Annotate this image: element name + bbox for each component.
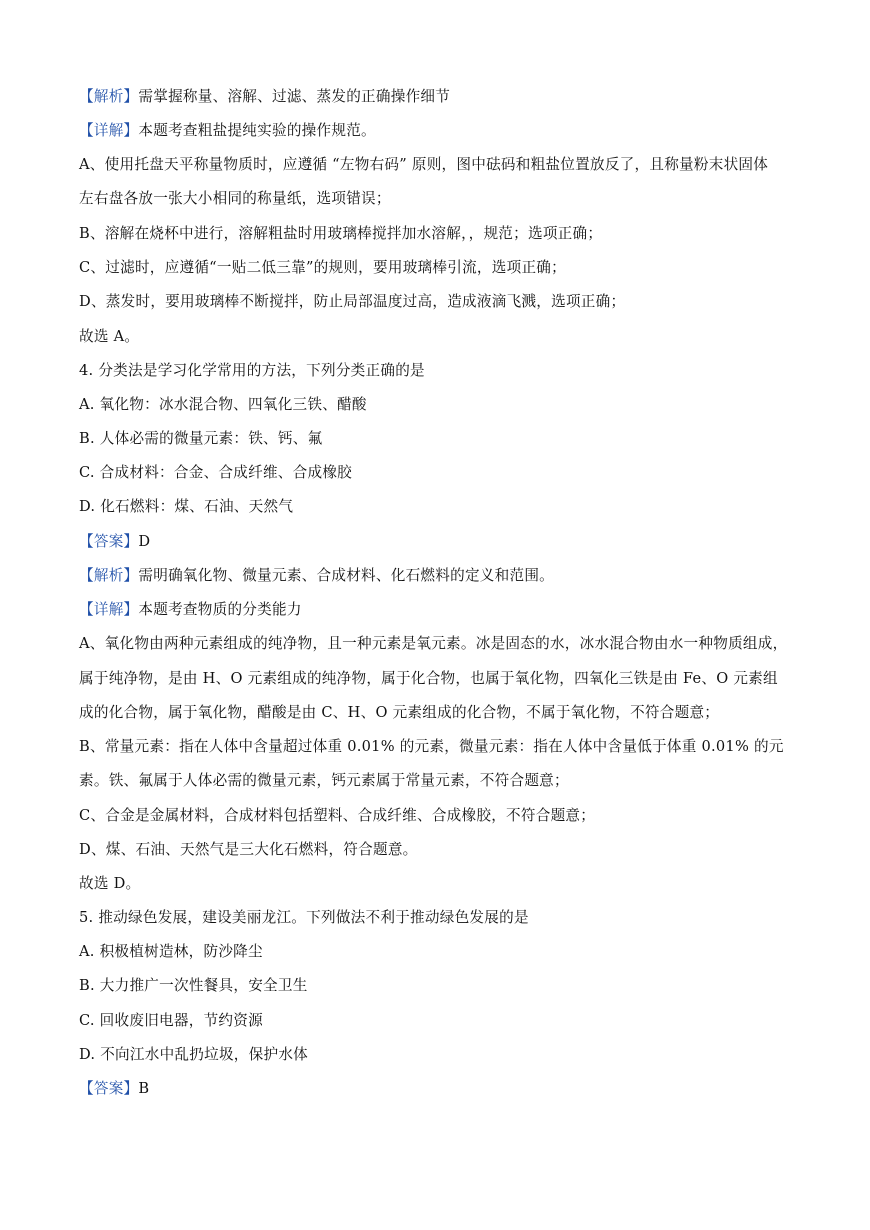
- line-text: 故选 D。: [79, 875, 141, 892]
- labeled-paragraph-line: [79, 86, 799, 108]
- paragraph-line: [79, 360, 799, 382]
- paragraph-line: [79, 462, 799, 484]
- line-text: B. 大力推广一次性餐具，安全卫生: [79, 977, 308, 994]
- paragraph-line: [79, 702, 799, 724]
- paragraph-line: [79, 907, 799, 929]
- line-text: D、蒸发时，要用玻璃棒不断搅拌，防止局部温度过高，造成液滴飞溅，选项正确；: [79, 293, 626, 310]
- line-text: 素。铁、氟属于人体必需的微量元素，钙元素属于常量元素，不符合题意；: [79, 772, 569, 789]
- paragraph-line: [79, 668, 799, 690]
- paragraph-line: [79, 1044, 799, 1066]
- paragraph-line: [79, 291, 799, 313]
- paragraph-line: [79, 873, 799, 895]
- line-text: C. 回收废旧电器，节约资源: [79, 1012, 263, 1029]
- line-text: 需掌握称量、溶解、过滤、蒸发的正确操作细节: [138, 88, 451, 105]
- paragraph-line: [79, 633, 799, 655]
- line-text: A. 积极植树造林，防沙降尘: [79, 943, 263, 960]
- line-text: C. 合成材料：合金、合成纤维、合成橡胶: [79, 464, 353, 481]
- labeled-paragraph-line: [79, 120, 799, 142]
- line-text: D. 化石燃料：煤、石油、天然气: [79, 498, 294, 515]
- line-text: 属于纯净物，是由 H、O 元素组成的纯净物，属于化合物，也属于氧化物，四氧化三铁是由 Fe、O 元素组: [79, 670, 778, 687]
- line-text: 4. 分类法是学习化学常用的方法，下列分类正确的是: [79, 362, 425, 379]
- line-text: B、常量元素：指在人体中含量超过体重 0.01% 的元素，微量元素：指在人体中含量低于体重 0.01% 的元: [79, 738, 784, 755]
- line-text: 本题考查物质的分类能力: [138, 601, 302, 618]
- paragraph-line: [79, 496, 799, 518]
- line-text: 左右盘各放一张大小相同的称量纸，选项错误；: [79, 190, 391, 207]
- section-tag-label: 【解析】: [79, 88, 139, 105]
- section-tag-label: 【解析】: [79, 567, 139, 584]
- line-text: 故选 A。: [79, 328, 140, 345]
- line-text: D、煤、石油、天然气是三大化石燃料，符合题意。: [79, 841, 418, 858]
- section-tag-label: 【详解】: [79, 601, 139, 618]
- paragraph-line: [79, 257, 799, 279]
- paragraph-line: [79, 770, 799, 792]
- paragraph-line: [79, 154, 799, 176]
- line-text: A、使用托盘天平称量物质时，应遵循 “左物右码” 原则，图中砝码和粗盐位置放反了，且称量粉末状固体: [79, 156, 769, 173]
- line-text: B、溶解在烧杯中进行，溶解粗盐时用玻璃棒搅拌加水溶解，，规范；选项正确；: [79, 225, 603, 242]
- section-tag-label: 【答案】: [79, 1080, 139, 1097]
- paragraph-line: [79, 394, 799, 416]
- line-text: 成的化合物，属于氧化物，醋酸是由 C、H、O 元素组成的化合物，不属于氧化物，不符合题意；: [79, 704, 720, 721]
- paragraph-line: [79, 941, 799, 963]
- paragraph-line: [79, 428, 799, 450]
- paragraph-line: [79, 839, 799, 861]
- line-text: B: [138, 1080, 150, 1097]
- line-text: B. 人体必需的微量元素：铁、钙、氟: [79, 430, 323, 447]
- section-tag-label: 【答案】: [79, 533, 139, 550]
- line-text: D: [138, 533, 151, 550]
- paragraph-line: [79, 805, 799, 827]
- line-text: A、氧化物由两种元素组成的纯净物，且一种元素是氧元素。冰是固态的水，冰水混合物由水一种物质组成，: [79, 635, 788, 652]
- paragraph-line: [79, 736, 799, 758]
- labeled-paragraph-line: [79, 1078, 799, 1100]
- labeled-paragraph-line: [79, 565, 799, 587]
- line-text: D. 不向江水中乱扔垃圾，保护水体: [79, 1046, 309, 1063]
- labeled-paragraph-line: [79, 599, 799, 621]
- line-text: C、过滤时，应遵循“一贴二低三靠”的规则，要用玻璃棒引流，选项正确；: [79, 259, 566, 276]
- section-tag-label: 【详解】: [79, 122, 139, 139]
- line-text: A. 氧化物：冰水混合物、四氧化三铁、醋酸: [79, 396, 367, 413]
- paragraph-line: [79, 975, 799, 997]
- paragraph-line: [79, 1010, 799, 1032]
- line-text: 5. 推动绿色发展，建设美丽龙江。下列做法不利于推动绿色发展的是: [79, 909, 529, 926]
- paragraph-line: [79, 326, 799, 348]
- line-text: C、合金是金属材料，合成材料包括塑料、合成纤维、合成橡胶，不符合题意；: [79, 807, 596, 824]
- line-text: 需明确氧化物、微量元素、合成材料、化石燃料的定义和范围。: [138, 567, 555, 584]
- paragraph-line: [79, 188, 799, 210]
- labeled-paragraph-line: [79, 531, 799, 553]
- paragraph-line: [79, 223, 799, 245]
- line-text: 本题考查粗盐提纯实验的操作规范。: [138, 122, 376, 139]
